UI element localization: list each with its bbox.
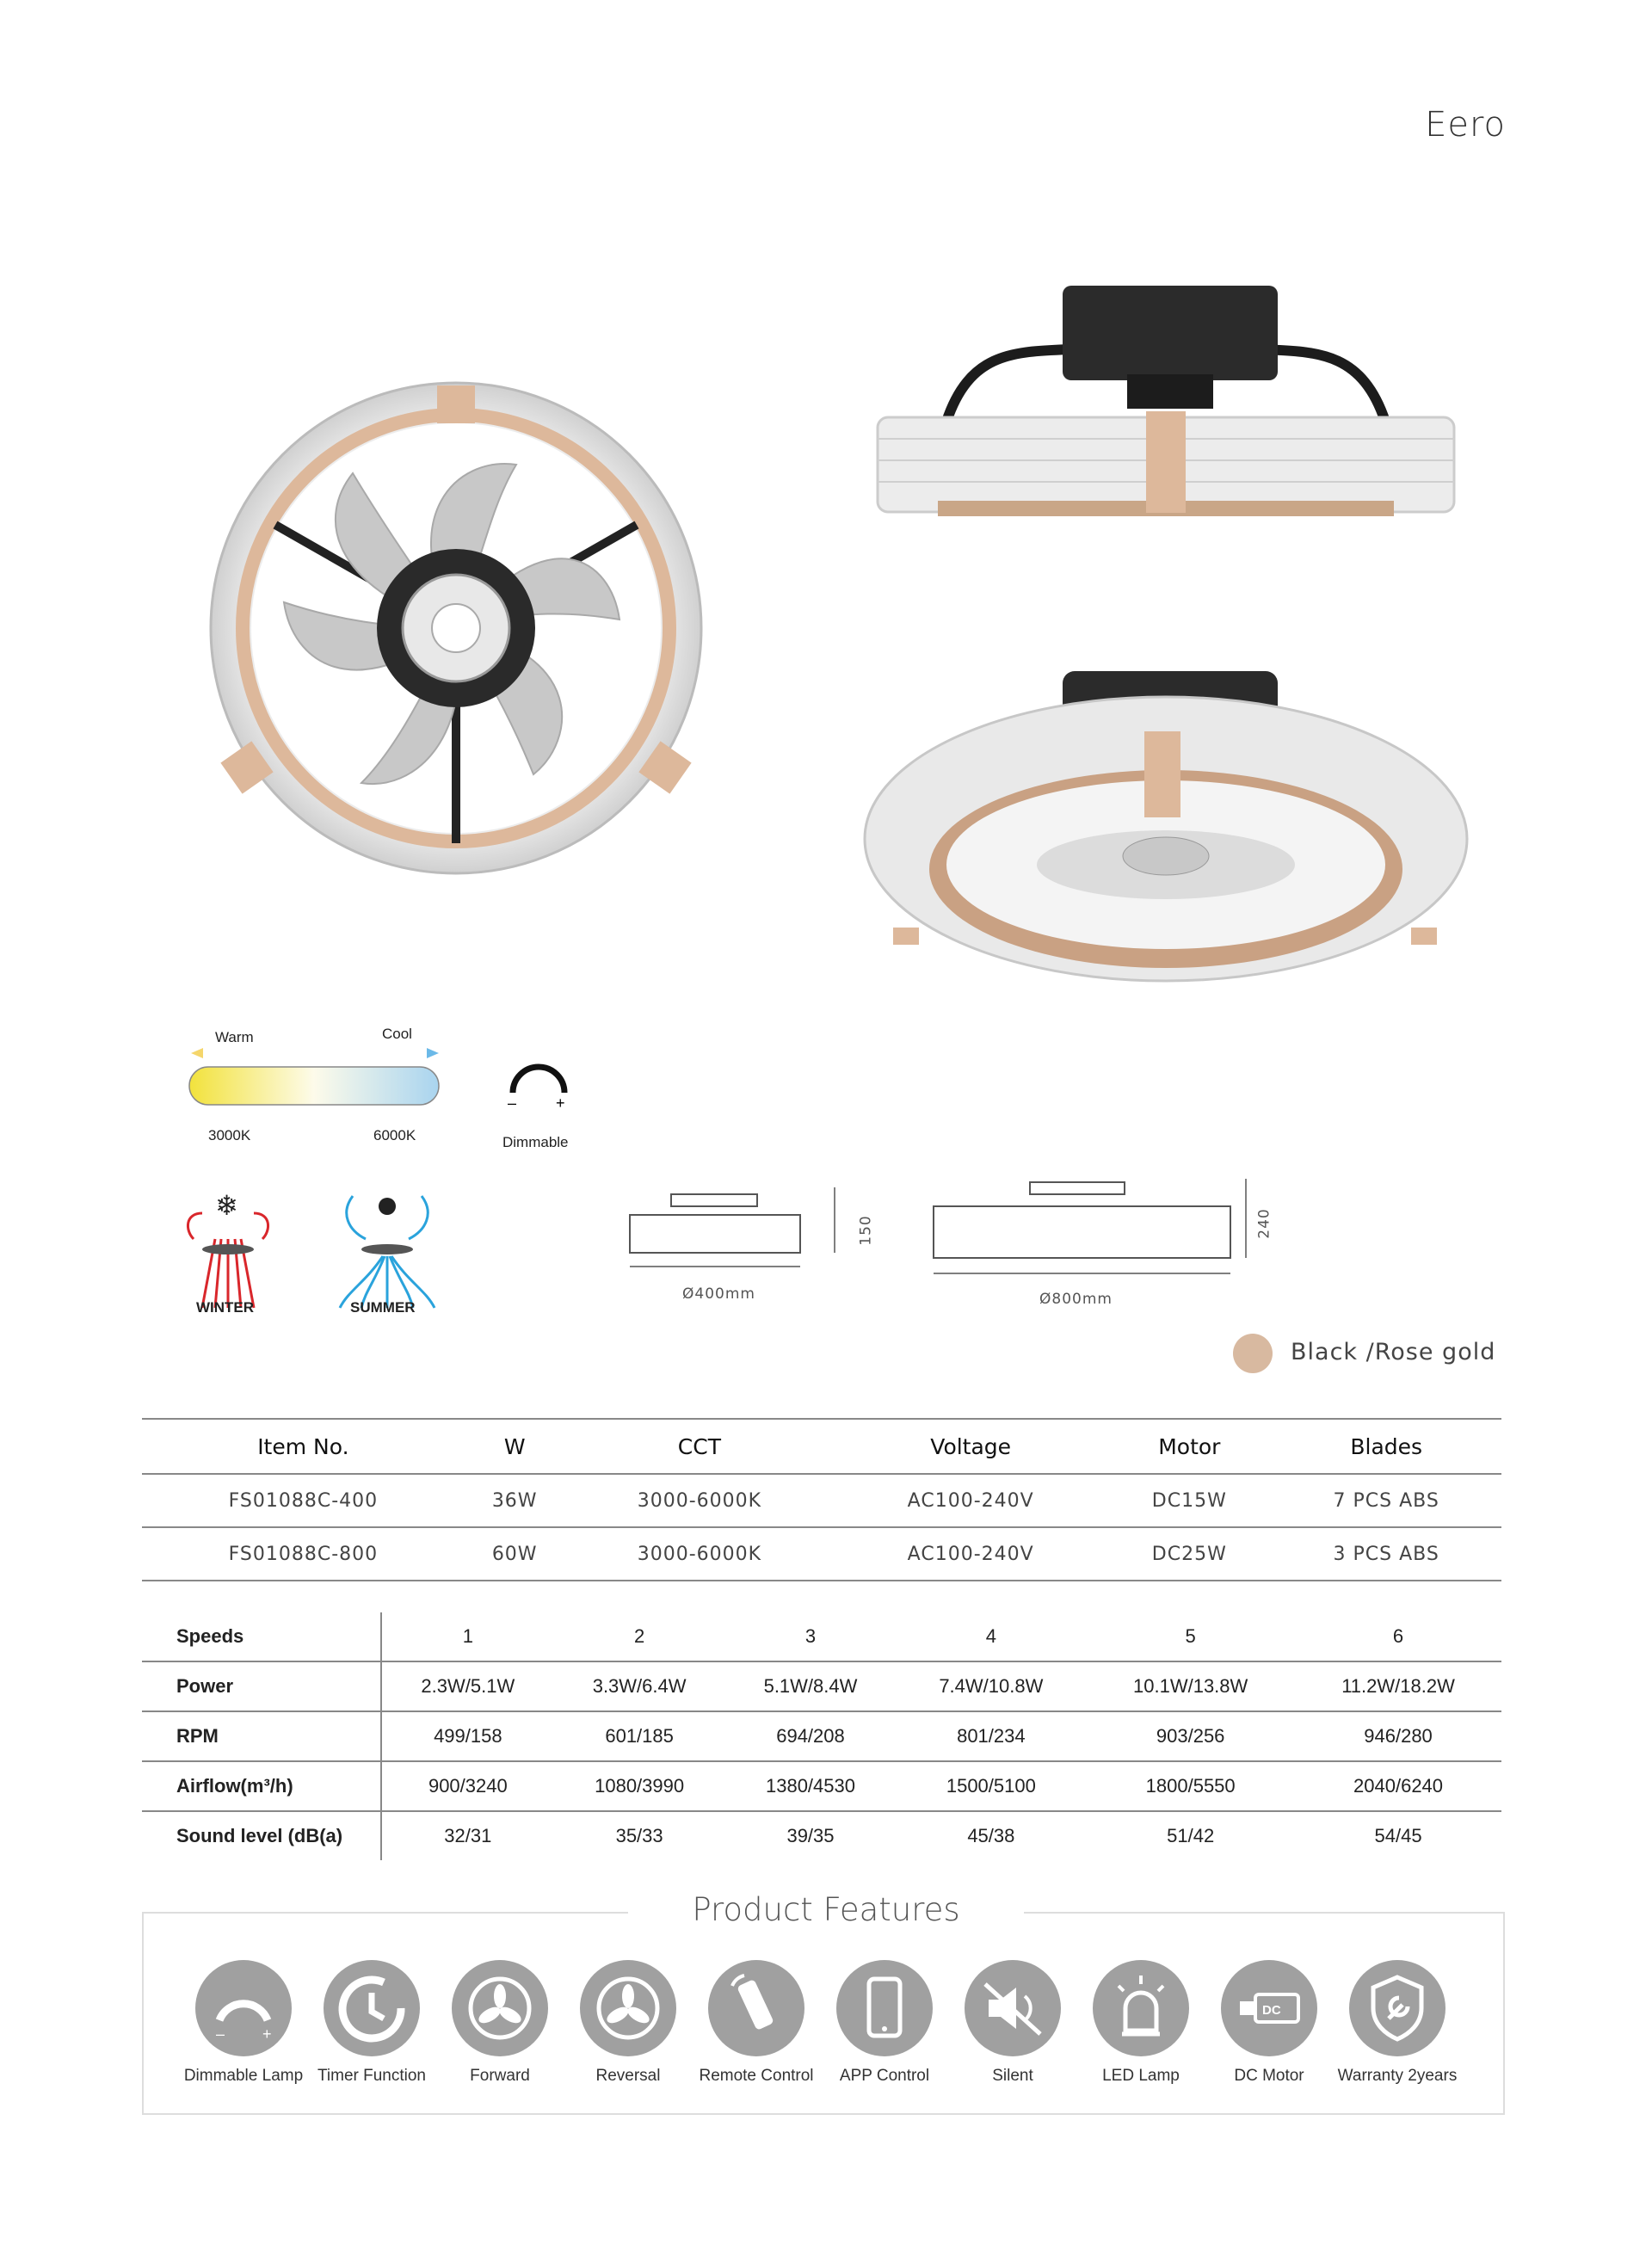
feature-label: APP Control	[839, 2067, 930, 2085]
features-title: Product Features	[628, 1891, 1024, 1928]
svg-text:❄: ❄	[215, 1189, 238, 1222]
speed-cell: 45/38	[967, 1825, 1015, 1846]
feature-label: Reversal	[595, 2067, 661, 2085]
svg-text:–: –	[216, 2025, 225, 2043]
spec-header: Blades	[1350, 1433, 1423, 1459]
spec-header: Voltage	[930, 1433, 1012, 1459]
speed-cell: 32/31	[444, 1825, 492, 1846]
spec-table-header	[142, 1419, 1501, 1474]
feature-label: Forward	[470, 2067, 530, 2085]
fan-bottom-view-image	[206, 379, 706, 878]
speed-cell: 900/3240	[428, 1775, 508, 1797]
speed-table	[142, 1612, 1501, 1860]
feature-label: Timer Function	[317, 2067, 426, 2085]
feature-label: DC Motor	[1234, 2067, 1304, 2085]
dimension-drawing-small	[620, 1179, 878, 1299]
speed-cell: 4	[985, 1625, 996, 1647]
led-lamp-icon	[1093, 1960, 1189, 2056]
winter-airflow-icon	[176, 1187, 280, 1316]
table-row	[142, 1612, 1501, 1661]
speed-row-label: Power	[142, 1661, 381, 1711]
speed-cell: 6	[1392, 1625, 1404, 1647]
dimension-drawing-large	[921, 1172, 1265, 1301]
small-height-label: 150	[857, 1215, 875, 1246]
feature-warranty	[1333, 1960, 1462, 2086]
speed-cell: 1380/4530	[765, 1775, 855, 1797]
speed-cell: 499/158	[434, 1725, 502, 1747]
table-row	[142, 1661, 1501, 1711]
feature-label: LED Lamp	[1102, 2067, 1180, 2085]
speed-cell: 3.3W/6.4W	[592, 1675, 687, 1697]
table-row	[142, 1527, 1501, 1581]
speed-row-label: Airflow(m³/h)	[142, 1761, 381, 1811]
dc-motor-icon	[1221, 1960, 1317, 2056]
fan-perspective-view-image	[860, 654, 1471, 998]
speed-cell: 39/35	[786, 1825, 835, 1846]
svg-text:+: +	[262, 2025, 272, 2043]
speed-cell: 2040/6240	[1353, 1775, 1444, 1797]
spec-cell: AC100-240V	[907, 1489, 1034, 1512]
feature-dimmable-lamp	[179, 1960, 308, 2086]
small-diameter-label: Ø400mm	[682, 1285, 755, 1303]
fan-reversal-icon	[580, 1960, 676, 2056]
remote-control-icon	[708, 1960, 804, 2056]
feature-label: Silent	[992, 2067, 1033, 2085]
feature-forward	[435, 1960, 564, 2086]
spec-header: W	[503, 1433, 526, 1459]
speed-cell: 51/42	[1167, 1825, 1215, 1846]
fan-side-view-image	[869, 275, 1463, 533]
speed-cell: 694/208	[776, 1725, 845, 1747]
summer-airflow-icon	[331, 1187, 443, 1316]
speed-cell: 5.1W/8.4W	[763, 1675, 858, 1697]
speed-cell: 5	[1185, 1625, 1196, 1647]
feature-dc-motor	[1205, 1960, 1334, 2086]
speed-cell: 7.4W/10.8W	[939, 1675, 1044, 1697]
feature-led-lamp	[1076, 1960, 1205, 2086]
spec-cell: 7 PCS ABS	[1333, 1489, 1439, 1512]
spec-cell: 3000-6000K	[637, 1543, 762, 1565]
speed-row-label: RPM	[142, 1711, 381, 1761]
feature-app-control	[820, 1960, 949, 2086]
spec-header: Item No.	[257, 1433, 349, 1459]
product-title: Eero	[1425, 105, 1506, 145]
feature-reversal	[564, 1960, 693, 2086]
spec-cell: 60W	[491, 1543, 538, 1565]
speed-cell: 1	[462, 1625, 473, 1647]
finish-swatch	[1233, 1334, 1273, 1373]
speed-cell: 2.3W/5.1W	[421, 1675, 515, 1697]
spec-cell: 3 PCS ABS	[1333, 1543, 1439, 1565]
feature-remote-control	[692, 1960, 821, 2086]
summer-label: SUMMER	[350, 1299, 416, 1316]
speed-cell: 3	[804, 1625, 817, 1647]
dimmable-icon	[504, 1058, 573, 1110]
large-height-label: 240	[1255, 1208, 1273, 1239]
dc-badge-text: DC	[1262, 2003, 1281, 2018]
speed-cell: 1800/5550	[1145, 1775, 1236, 1797]
spec-cell: DC25W	[1151, 1543, 1227, 1565]
speed-cell: 35/33	[615, 1825, 663, 1846]
phone-icon	[836, 1960, 933, 2056]
feature-label: Remote Control	[699, 2067, 814, 2085]
speed-cell: 54/45	[1374, 1825, 1422, 1846]
winter-label: WINTER	[196, 1299, 255, 1316]
speed-cell: 1080/3990	[595, 1775, 685, 1797]
spec-cell: 36W	[491, 1489, 538, 1512]
color-temp-gradient-bar	[188, 1048, 442, 1108]
silent-icon	[965, 1960, 1061, 2056]
temp-low-label: 3000K	[208, 1127, 251, 1143]
warranty-shield-icon	[1349, 1960, 1446, 2056]
warm-label: Warm	[215, 1029, 254, 1045]
feature-label: Dimmable Lamp	[183, 2067, 304, 2085]
spec-header: CCT	[677, 1433, 721, 1459]
spec-cell: AC100-240V	[907, 1543, 1034, 1565]
svg-text:+: +	[556, 1094, 565, 1110]
speed-cell: 10.1W/13.8W	[1133, 1675, 1248, 1697]
speed-cell: 601/185	[605, 1725, 674, 1747]
speed-cell: 2	[633, 1625, 645, 1647]
cool-label: Cool	[382, 1026, 412, 1042]
fan-forward-icon	[452, 1960, 548, 2056]
svg-text:–: –	[508, 1094, 517, 1110]
speed-cell: 1500/5100	[946, 1775, 1036, 1797]
table-row	[142, 1811, 1501, 1860]
speed-row-label: Speeds	[142, 1612, 381, 1661]
large-diameter-label: Ø800mm	[1039, 1291, 1113, 1308]
dimmable-label: Dimmable	[502, 1134, 569, 1150]
speed-cell: 11.2W/18.2W	[1341, 1675, 1455, 1697]
temp-high-label: 6000K	[373, 1127, 416, 1143]
speed-cell: 903/256	[1156, 1725, 1225, 1747]
table-row	[142, 1711, 1501, 1761]
speed-cell: 801/234	[957, 1725, 1026, 1747]
feature-label: Warranty 2years	[1337, 2067, 1458, 2085]
spec-cell: FS01088C-400	[228, 1489, 379, 1512]
table-row	[142, 1474, 1501, 1527]
spec-cell: DC15W	[1151, 1489, 1227, 1512]
spec-header: Motor	[1158, 1433, 1221, 1459]
dimmable-lamp-icon	[195, 1960, 292, 2056]
spec-table	[142, 1418, 1501, 1581]
spec-cell: FS01088C-800	[228, 1543, 379, 1565]
speed-row-label: Sound level (dB(a)	[142, 1811, 381, 1860]
feature-timer	[307, 1960, 436, 2086]
finish-label: Black /Rose gold	[1291, 1339, 1496, 1365]
table-row	[142, 1761, 1501, 1811]
feature-silent	[948, 1960, 1077, 2086]
timer-icon	[324, 1960, 420, 2056]
speed-cell: 946/280	[1364, 1725, 1433, 1747]
spec-cell: 3000-6000K	[637, 1489, 762, 1512]
